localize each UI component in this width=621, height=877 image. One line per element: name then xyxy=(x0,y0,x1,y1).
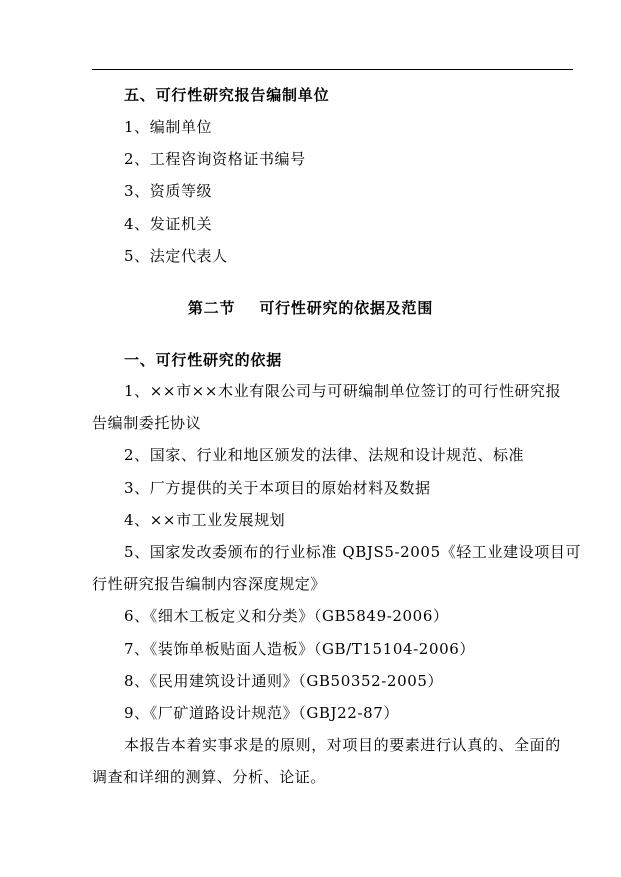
section5-item-2: 2、工程咨询资格证书编号 xyxy=(124,150,306,168)
conclusion-line-1: 本报告本着实事求是的原则，对项目的要素进行认真的、全面的 xyxy=(124,736,561,754)
section2-title: 第二节 可行性研究的依据及范围 xyxy=(187,299,434,317)
basis-item-5-line-2: 行性研究报告编制内容深度规定》 xyxy=(92,575,327,593)
basis-item-8: 8、《民用建筑设计通则》（GB50352-2005） xyxy=(124,672,444,690)
section5-item-1: 1、编制单位 xyxy=(124,118,213,136)
basis-item-6: 6、《细木工板定义和分类》（GB5849-2006） xyxy=(124,607,449,625)
conclusion-line-2: 调查和详细的测算、分析、论证。 xyxy=(92,768,327,786)
basis-item-1-line-1: 1、××市××木业有限公司与可研编制单位签订的可行性研究报 xyxy=(124,382,562,400)
basis-item-5-line-1: 5、国家发改委颁布的行业标准 QBJS5-2005《轻工业建设项目可 xyxy=(124,543,582,561)
basis-item-3: 3、厂方提供的关于本项目的原始材料及数据 xyxy=(124,479,431,497)
basis-item-7: 7、《装饰单板贴面人造板》（GB/T15104-2006） xyxy=(124,640,475,658)
basis-item-2: 2、国家、行业和地区颁发的法律、法规和设计规范、标准 xyxy=(124,446,525,464)
section5-item-4: 4、发证机关 xyxy=(124,215,213,233)
section5-item-5: 5、法定代表人 xyxy=(124,247,228,265)
basis-item-9: 9、《厂矿道路设计规范》（GBJ22-87） xyxy=(124,704,400,722)
basis-item-1-line-2: 告编制委托协议 xyxy=(92,414,202,432)
section5-heading: 五、可行性研究报告编制单位 xyxy=(124,86,330,104)
header-rule xyxy=(92,69,573,70)
section5-item-3: 3、资质等级 xyxy=(124,182,213,200)
basis-item-4: 4、××市工业发展规划 xyxy=(124,511,286,529)
basis-heading: 一、可行性研究的依据 xyxy=(124,351,283,369)
